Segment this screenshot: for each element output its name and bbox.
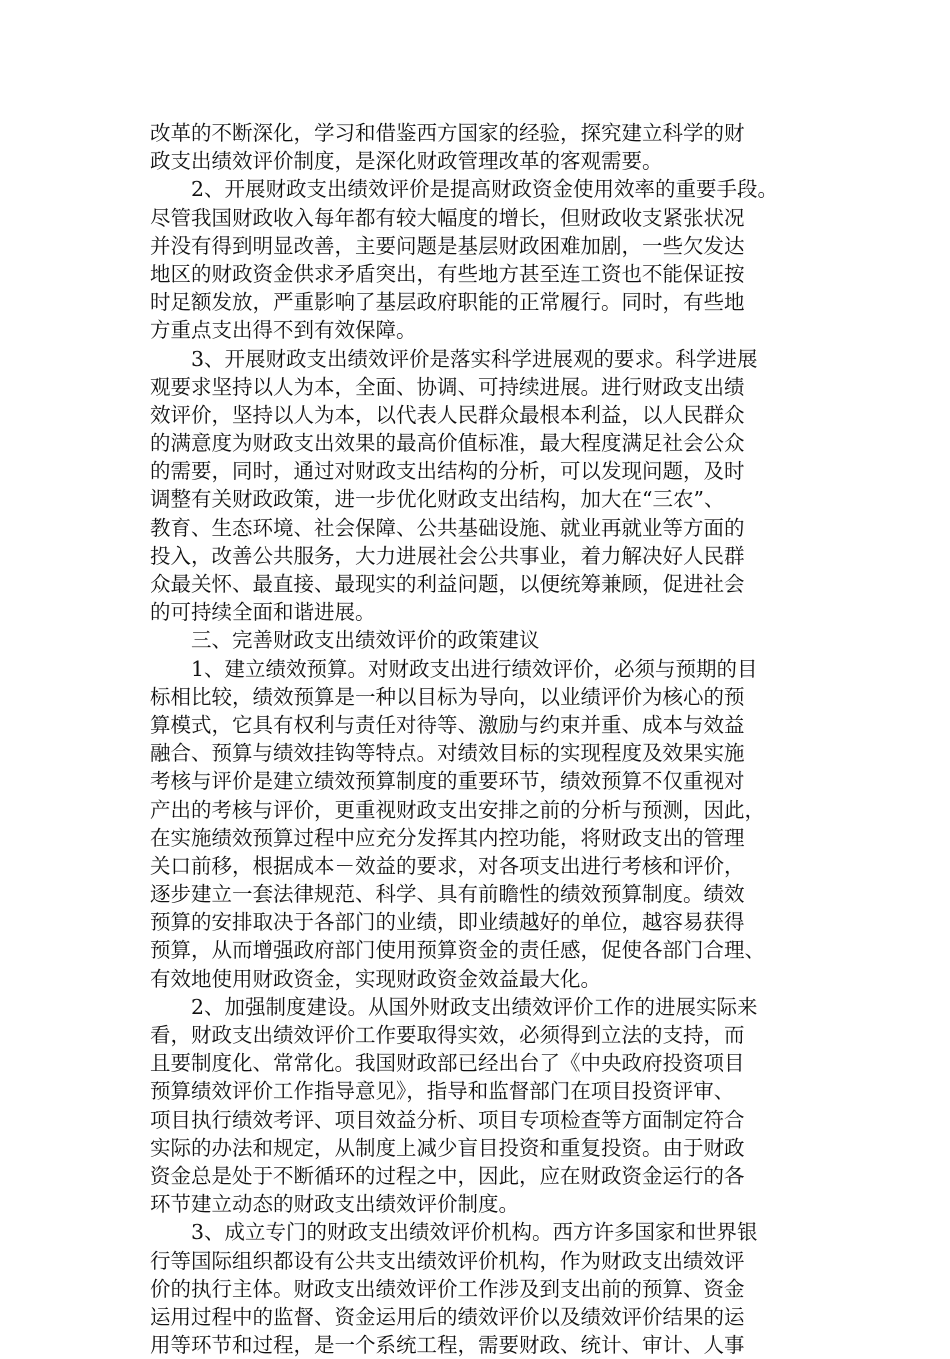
text-line: 项目执行绩效考评、项目效益分析、项目专项检查等方面制定符合 bbox=[150, 1107, 745, 1132]
text-line: 政支出绩效评价制度，是深化财政管理改革的客观需要。 bbox=[150, 149, 663, 174]
document-body bbox=[150, 119, 800, 1359]
text-line: 关口前移，根据成本－效益的要求，对各项支出进行考核和评价， bbox=[150, 853, 745, 878]
text-line: 实际的办法和规定，从制度上减少盲目投资和重复投资。由于财政 bbox=[150, 1135, 745, 1160]
text-line: 的可持续全面和谐进展。 bbox=[150, 600, 376, 625]
text-line: 运用过程中的监督、资金运用后的绩效评价以及绩效评价结果的运 bbox=[150, 1304, 745, 1329]
text-line: 标相比较，绩效预算是一种以目标为导向，以业绩评价为核心的预 bbox=[150, 684, 745, 709]
text-line: 逐步建立一套法律规范、科学、具有前瞻性的绩效预算制度。绩效 bbox=[150, 882, 745, 907]
text-line: 有效地使用财政资金，实现财政资金效益最大化。 bbox=[150, 966, 601, 991]
text-line: 三、完善财政支出绩效评价的政策建议 bbox=[191, 628, 540, 653]
text-line: 预算，从而增强政府部门使用预算资金的责任感，促使各部门合理、 bbox=[150, 938, 765, 963]
text-line: 价的执行主体。财政支出绩效评价工作涉及到支出前的预算、资金 bbox=[150, 1276, 745, 1301]
text-line: 1、建立绩效预算。对财政支出进行绩效评价，必须与预期的目 bbox=[191, 656, 758, 681]
text-line: 3、成立专门的财政支出绩效评价机构。西方许多国家和世界银 bbox=[191, 1220, 758, 1245]
text-line: 并没有得到明显改善，主要问题是基层财政困难加剧，一些欠发达 bbox=[150, 233, 745, 258]
text-line: 尽管我国财政收入每年都有较大幅度的增长，但财政收支紧张状况 bbox=[150, 205, 745, 230]
text-line: 且要制度化、常常化。我国财政部已经出台了《中央政府投资项目 bbox=[150, 1051, 745, 1076]
text-line: 投入，改善公共服务，大力进展社会公共事业，着力解决好人民群 bbox=[150, 543, 745, 568]
text-line: 的满意度为财政支出效果的最高价值标准，最大程度满足社会公众 bbox=[150, 431, 745, 456]
text-line: 预算的安排取决于各部门的业绩，即业绩越好的单位，越容易获得 bbox=[150, 910, 745, 935]
text-line: 的需要，同时，通过对财政支出结构的分析，可以发现问题，及时 bbox=[150, 459, 745, 484]
text-line: 用等环节和过程，是一个系统工程，需要财政、统计、审计、人事 bbox=[150, 1333, 745, 1358]
text-line: 2、开展财政支出绩效评价是提高财政资金使用效率的重要手段。 bbox=[191, 177, 779, 202]
text-line: 方重点支出得不到有效保障。 bbox=[150, 318, 417, 343]
text-line: 资金总是处于不断循环的过程之中，因此，应在财政资金运行的各 bbox=[150, 1163, 745, 1188]
text-line: 考核与评价是建立绩效预算制度的重要环节，绩效预算不仅重视对 bbox=[150, 769, 745, 794]
text-line: 教育、生态环境、社会保障、公共基础设施、就业再就业等方面的 bbox=[150, 515, 745, 540]
text-line: 时足额发放，严重影响了基层政府职能的正常履行。同时，有些地 bbox=[150, 290, 745, 315]
text-line: 预算绩效评价工作指导意见》，指导和监督部门在项目投资评审、 bbox=[150, 1079, 735, 1104]
text-line: 算模式，它具有权利与责任对待等、激励与约束并重、成本与效益 bbox=[150, 712, 745, 737]
text-line: 看，财政支出绩效评价工作要取得实效，必须得到立法的支持，而 bbox=[150, 1023, 745, 1047]
text-line: 2、加强制度建设。从国外财政支出绩效评价工作的进展实际来 bbox=[191, 994, 758, 1019]
text-line: 产出的考核与评价，更重视财政支出安排之前的分析与预测，因此， bbox=[150, 797, 765, 822]
text-line: 观要求坚持以人为本，全面、协调、可持续进展。进行财政支出绩 bbox=[150, 374, 745, 399]
text-line: 3、开展财政支出绩效评价是落实科学进展观的要求。科学进展 bbox=[191, 346, 758, 371]
text-line: 调整有关财政政策，进一步优化财政支出结构，加大在“三农”、 bbox=[150, 487, 725, 512]
text-line: 行等国际组织都设有公共支出绩效评价机构，作为财政支出绩效评 bbox=[150, 1248, 745, 1273]
text-line: 融合、预算与绩效挂钩等特点。对绩效目标的实现程度及效果实施 bbox=[150, 741, 745, 766]
text-line: 众最关怀、最直接、最现实的利益问题，以便统筹兼顾，促进社会 bbox=[150, 572, 745, 596]
text-line: 环节建立动态的财政支出绩效评价制度。 bbox=[150, 1192, 519, 1217]
text-line: 效评价，坚持以人为本，以代表人民群众最根本利益，以人民群众 bbox=[150, 402, 745, 427]
text-line: 在实施绩效预算过程中应充分发挥其内控功能，将财政支出的管理 bbox=[150, 825, 745, 850]
text-line: 改革的不断深化，学习和借鉴西方国家的经验，探究建立科学的财 bbox=[150, 121, 745, 145]
text-line: 地区的财政资金供求矛盾突出，有些地方甚至连工资也不能保证按 bbox=[150, 261, 745, 286]
